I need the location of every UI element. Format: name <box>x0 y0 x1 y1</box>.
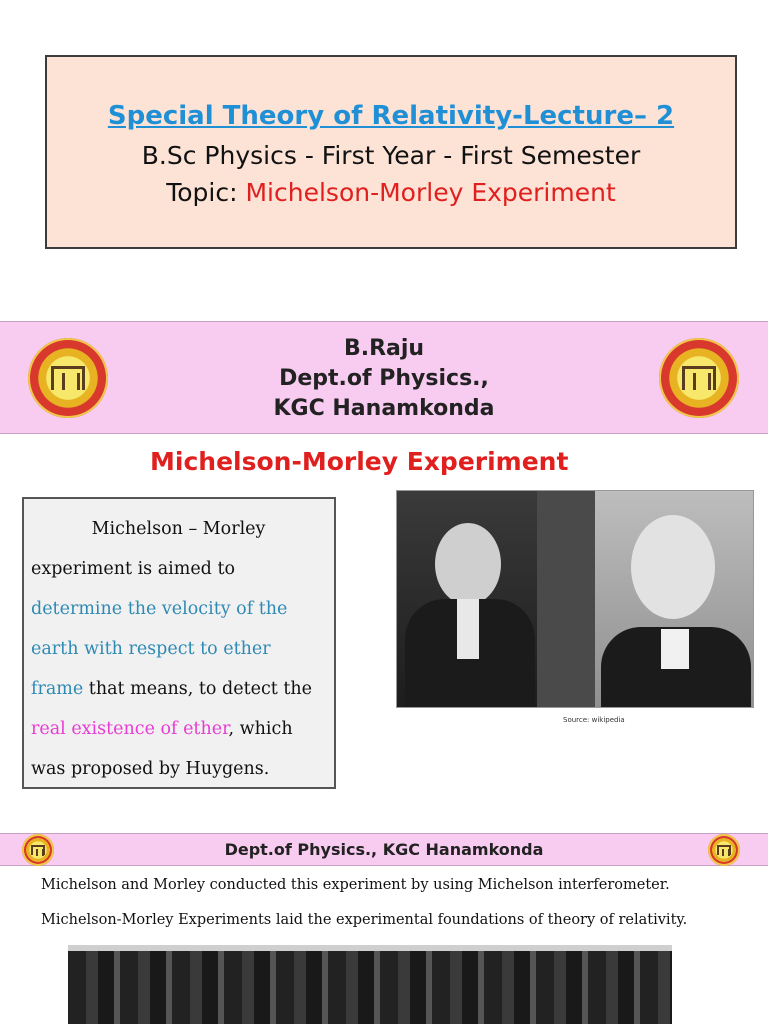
author-band <box>0 321 768 434</box>
author-college: KGC Hanamkonda <box>273 396 495 421</box>
author-dept: Dept.of Physics., <box>279 366 489 391</box>
section-heading: Michelson-Morley Experiment <box>150 447 569 476</box>
topic-line <box>47 178 735 207</box>
body-paragraph: Michelson and Morley conducted this experiment by using Michelson interferometer. <box>41 877 670 893</box>
text-line-highlight: earth with respect to ether <box>31 639 271 659</box>
course-subtitle: B.Sc Physics - First Year - First Semester <box>141 141 641 170</box>
topic-prefix: Topic: <box>166 178 246 207</box>
text-line <box>31 709 326 749</box>
text-span: that means, to detect the <box>83 679 313 699</box>
scientists-photo <box>396 490 754 708</box>
photo-caption: Source: wikipedia <box>563 716 625 724</box>
portrait-michelson <box>397 491 537 707</box>
text-line-highlight: determine the velocity of the <box>31 599 288 619</box>
text-line: Michelson – Morley <box>91 519 266 539</box>
portrait-morley <box>595 491 753 707</box>
text-span: , which <box>228 719 293 739</box>
interferometer-photo <box>68 945 672 1024</box>
text-line: experiment is aimed to <box>31 559 236 579</box>
title-slide <box>45 55 737 249</box>
text-line: was proposed by Huygens. <box>31 759 270 779</box>
college-logo-icon <box>659 338 739 418</box>
footer-label: Dept.of Physics., KGC Hanamkonda <box>224 840 544 859</box>
college-logo-icon <box>708 834 740 866</box>
footer-band <box>0 833 768 866</box>
lecture-title: Special Theory of Relativity-Lecture– 2 <box>107 101 675 131</box>
text-line <box>31 669 326 709</box>
text-highlight: frame <box>31 679 84 699</box>
description-text-box <box>22 497 336 789</box>
body-paragraph: Michelson-Morley Experiments laid the experimental foundations of theory of relativity. <box>41 912 688 928</box>
text-highlight-pink: real existence of ether <box>31 719 229 739</box>
topic-name: Michelson-Morley Experiment <box>245 178 616 207</box>
author-name: B.Raju <box>343 336 425 361</box>
